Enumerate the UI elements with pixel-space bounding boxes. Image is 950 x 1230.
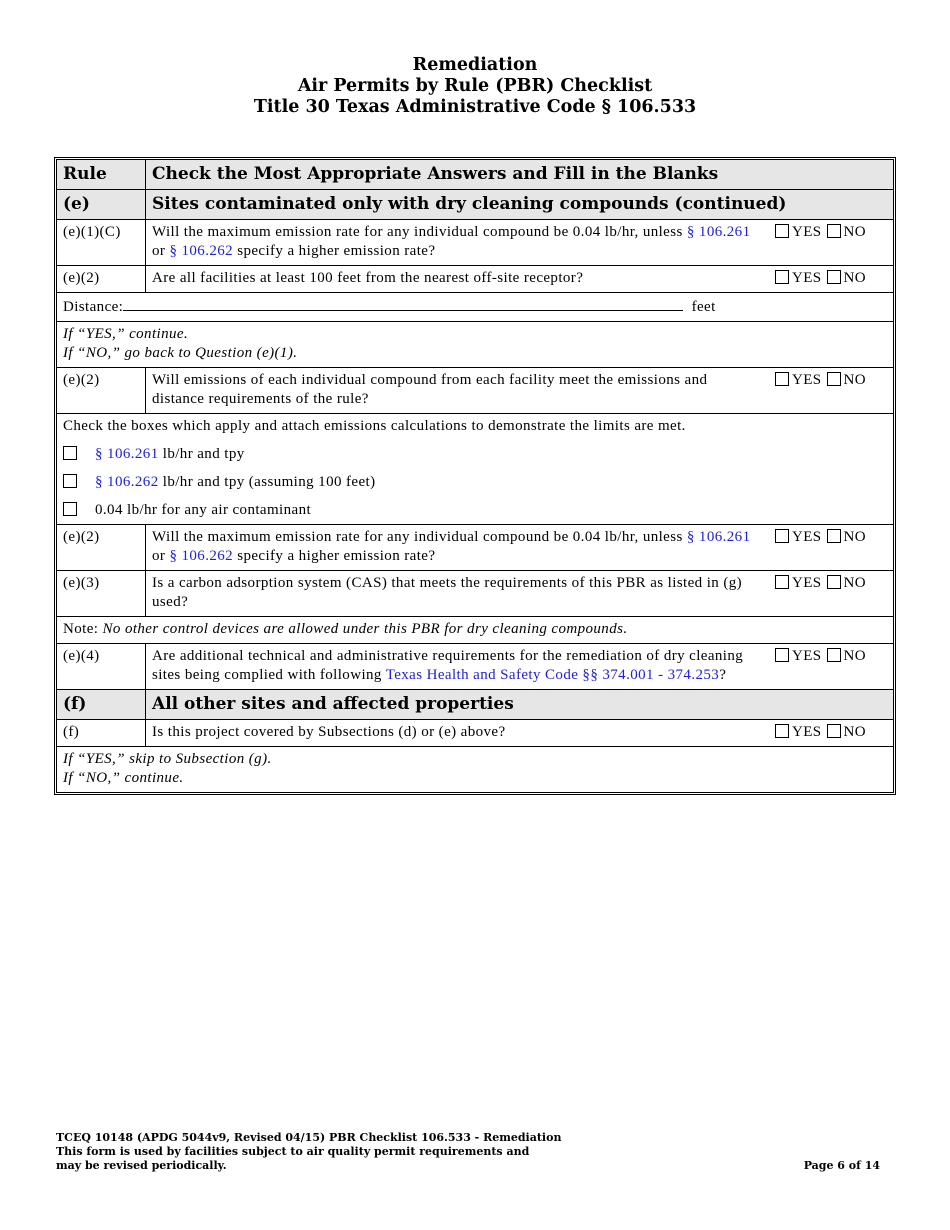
instruction-row [57, 747, 893, 792]
section-e-row [57, 190, 893, 220]
no-checkbox[interactable] [827, 648, 841, 662]
link-106-261[interactable]: § 106.261 [686, 529, 751, 545]
yes-checkbox[interactable] [775, 270, 789, 284]
question-text: Will emissions of each individual compound from each facility meet the emissions and distance requirements of the rule? [146, 368, 769, 414]
distance-label: Distance: [63, 299, 124, 315]
yes-no-group: YES NO [769, 220, 893, 266]
section-title: Sites contaminated only with dry cleaning compounds (continued) [146, 190, 893, 220]
yes-no-group: YES NO [769, 368, 893, 414]
footer-note-1: This form is used by facilities subject to air quality permit requirements and [56, 1145, 530, 1158]
instruction-row [57, 322, 893, 368]
section-title: All other sites and affected properties [146, 690, 893, 720]
link-health-safety-code[interactable]: Texas Health and Safety Code §§ 374.001 - 374.253 [385, 667, 720, 683]
checkbox-item: § 106.262 lb/hr and tpy (assuming 100 feet) [63, 473, 887, 492]
item-checkbox[interactable] [63, 474, 77, 488]
yes-checkbox[interactable] [775, 575, 789, 589]
link-106-262[interactable]: § 106.262 [95, 474, 159, 490]
section-rule: (e) [57, 190, 146, 220]
table-header-row [57, 160, 893, 190]
footer-form-id: TCEQ 10148 (APDG 5044v9, Revised 04/15) PBR Checklist 106.533 - Remediation [56, 1131, 562, 1144]
link-106-261[interactable]: § 106.261 [95, 446, 159, 462]
document-header [0, 55, 950, 118]
section-f-row [57, 690, 893, 720]
instruction-cell: If “YES,” skip to Subsection (g). If “NO,” continue. [63, 751, 272, 786]
header-subtitle: Air Permits by Rule (PBR) Checklist [297, 76, 653, 96]
no-checkbox[interactable] [827, 529, 841, 543]
rule-cell: (e)(4) [57, 644, 146, 690]
page-number: Page 6 of 14 [803, 1159, 880, 1172]
checklist-table [54, 157, 896, 795]
no-checkbox[interactable] [827, 224, 841, 238]
document-footer [56, 1131, 880, 1173]
question-row [57, 220, 893, 266]
no-checkbox[interactable] [827, 575, 841, 589]
question-text: Will the maximum emission rate for any individual compound be 0.04 lb/hr, unless § 106.261 or § 106.262 specify a higher emission rate? [146, 220, 769, 266]
col-check-header: Check the Most Appropriate Answers and Fill in the Blanks [146, 160, 893, 190]
no-checkbox[interactable] [827, 724, 841, 738]
distance-row [57, 293, 893, 322]
yes-checkbox[interactable] [775, 724, 789, 738]
rule-cell: (e)(2) [57, 266, 146, 293]
question-text: Will the maximum emission rate for any individual compound be 0.04 lb/hr, unless § 106.261 or § 106.262 specify a higher emission rate? [146, 525, 769, 571]
link-106-262[interactable]: § 106.262 [169, 243, 234, 259]
question-text: Are all facilities at least 100 feet from the nearest off-site receptor? [146, 266, 769, 293]
checkbox-item: § 106.261 lb/hr and tpy [63, 445, 887, 464]
item-checkbox[interactable] [63, 446, 77, 460]
yes-no-group: YES NO [769, 644, 893, 690]
header-code: Title 30 Texas Administrative Code § 106.533 [253, 97, 697, 117]
item-checkbox[interactable] [63, 502, 77, 516]
checkbox-intro: Check the boxes which apply and attach emissions calculations to demonstrate the limits are met. [63, 418, 686, 434]
question-row [57, 266, 893, 293]
yes-no-group: YES NO [769, 571, 893, 617]
yes-no-group: YES NO [769, 525, 893, 571]
question-row [57, 571, 893, 617]
checkbox-item: 0.04 lb/hr for any air contaminant [63, 501, 887, 520]
no-checkbox[interactable] [827, 270, 841, 284]
yes-checkbox[interactable] [775, 224, 789, 238]
note-text: No other control devices are allowed under this PBR for dry cleaning compounds. [102, 621, 628, 637]
rule-cell: (e)(1)(C) [57, 220, 146, 266]
no-checkbox[interactable] [827, 372, 841, 386]
question-text: Is a carbon adsorption system (CAS) that meets the requirements of this PBR as listed in (g) used? [146, 571, 769, 617]
instruction-cell: If “YES,” continue. If “NO,” go back to Question (e)(1). [57, 322, 893, 368]
col-rule-header: Rule [57, 160, 146, 190]
yes-checkbox[interactable] [775, 648, 789, 662]
checkbox-list-cell [57, 414, 893, 525]
note-cell [57, 617, 893, 644]
rule-cell: (f) [57, 720, 146, 747]
question-row [57, 720, 893, 747]
question-row [57, 368, 893, 414]
rule-cell: (e)(3) [57, 571, 146, 617]
yes-checkbox[interactable] [775, 372, 789, 386]
footer-note-2: may be revised periodically. [56, 1159, 227, 1172]
yes-no-group: YES NO [769, 720, 893, 747]
question-row [57, 525, 893, 571]
yes-checkbox[interactable] [775, 529, 789, 543]
distance-input[interactable] [123, 296, 683, 311]
rule-cell: (e)(2) [57, 368, 146, 414]
question-text: Is this project covered by Subsections (d) or (e) above? [146, 720, 769, 747]
note-row [57, 617, 893, 644]
rule-cell: (e)(2) [57, 525, 146, 571]
distance-unit: feet [691, 299, 716, 315]
question-text: Are additional technical and administrative requirements for the remediation of dry cleaning sites being complied with following Texas Health and Safety Code §§ 374.001 - 374.253? [146, 644, 769, 690]
link-106-262[interactable]: § 106.262 [169, 548, 234, 564]
header-title: Remediation [412, 55, 538, 75]
checkbox-list-row [57, 414, 893, 525]
link-106-261[interactable]: § 106.261 [686, 224, 751, 240]
question-row [57, 644, 893, 690]
section-rule: (f) [57, 690, 146, 720]
distance-cell [57, 293, 893, 322]
yes-no-group: YES NO [769, 266, 893, 293]
note-label: Note: [63, 621, 103, 637]
